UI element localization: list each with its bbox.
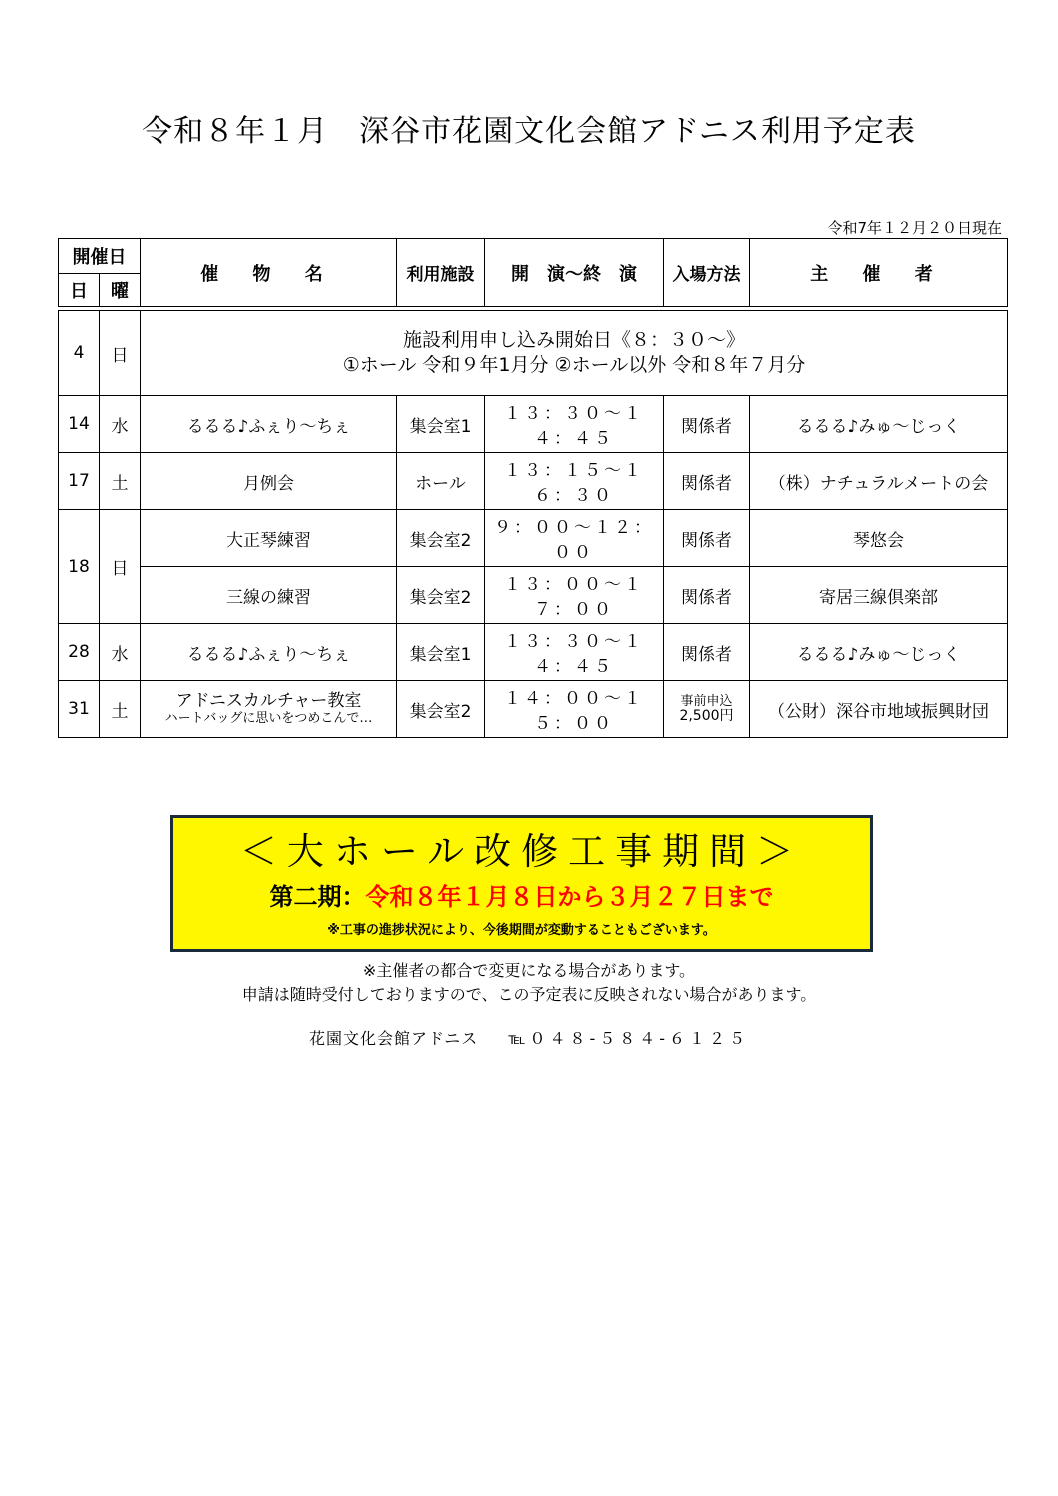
cell-time: １３：３０～１４：４５ [485, 624, 664, 681]
cell-facility: 集会室2 [397, 567, 485, 624]
cell-time: ９：００～１２：００ [485, 510, 664, 567]
table-row [59, 396, 1008, 453]
banner-period-label: 第二期： [269, 883, 366, 911]
cell-event: 月例会 [141, 453, 397, 510]
phone-number: ℡０４８-５８４-６１２５ [508, 1029, 750, 1048]
cell-event [141, 681, 397, 738]
cell-organizer: るるる♪みゅ～じっく [750, 624, 1008, 681]
cell-time: １３：１５～１６：３０ [485, 453, 664, 510]
cell-organizer: （株）ナチュラルメートの会 [750, 453, 1008, 510]
cell-facility: 集会室1 [397, 396, 485, 453]
footer-note-2: 申請は随時受付しておりますので、この予定表に反映されない場合があります。 [241, 985, 817, 1004]
cell-facility: 集会室2 [397, 681, 485, 738]
banner-period-dates: 令和８年１月８日から３月２７日まで [365, 883, 774, 911]
notice-message [141, 311, 1008, 396]
header-organizer: 主 催 者 [750, 239, 1008, 307]
cell-weekday: 水 [100, 624, 141, 681]
banner-period [173, 882, 870, 912]
notice-day: 4 [59, 311, 100, 396]
notice-line-2: ①ホール 令和９年1月分 ②ホール以外 令和８年７月分 [342, 354, 806, 376]
cell-admission: 関係者 [664, 567, 750, 624]
header-event: 催 物 名 [141, 239, 397, 307]
header-date-group: 開催日 [59, 239, 141, 274]
notice-weekday: 日 [100, 311, 141, 396]
cell-time: １３：００～１７：００ [485, 567, 664, 624]
header-time: 開 演～終 演 [485, 239, 664, 307]
cell-event: るるる♪ふぇり～ちぇ [141, 396, 397, 453]
table-row [59, 681, 1008, 738]
cell-day: 18 [59, 510, 100, 624]
table-row [59, 510, 1008, 567]
cell-day: 14 [59, 396, 100, 453]
venue-name: 花園文化会館アドニス [308, 1029, 479, 1048]
header-weekday: 曜 [100, 274, 141, 307]
cell-weekday: 土 [100, 681, 141, 738]
footer-contact [0, 1026, 1058, 1049]
notice-row [59, 311, 1008, 396]
admission-fee: 2,500円 [679, 708, 734, 724]
cell-facility: 集会室1 [397, 624, 485, 681]
notice-line-1: 施設利用申し込み開始日《８：３０～》 [402, 329, 745, 351]
cell-organizer: （公財）深谷市地域振興財団 [750, 681, 1008, 738]
cell-time: １４：００～１５：００ [485, 681, 664, 738]
cell-admission: 関係者 [664, 396, 750, 453]
schedule-table [58, 238, 1008, 738]
cell-facility: ホール [397, 453, 485, 510]
cell-admission: 関係者 [664, 624, 750, 681]
cell-time: １３：３０～１４：４５ [485, 396, 664, 453]
event-title: アドニスカルチャー教室 [175, 691, 362, 711]
cell-day: 17 [59, 453, 100, 510]
table-row [59, 567, 1008, 624]
header-day: 日 [59, 274, 100, 307]
cell-day: 28 [59, 624, 100, 681]
page-title: 令和８年１月 深谷市花園文化会館アドニス利用予定表 [142, 114, 916, 149]
cell-organizer: 寄居三線倶楽部 [750, 567, 1008, 624]
cell-admission: 関係者 [664, 453, 750, 510]
admission-label: 事前申込 [680, 694, 733, 709]
cell-facility: 集会室2 [397, 510, 485, 567]
banner-heading: ＜大ホール改修工事期間＞ [239, 830, 804, 873]
header-admission: 入場方法 [664, 239, 750, 307]
event-subtitle: ハートバッグに思いをつめこんで… [164, 711, 373, 726]
cell-weekday: 水 [100, 396, 141, 453]
cell-organizer: 琴悠会 [750, 510, 1008, 567]
table-row [59, 624, 1008, 681]
header-facility: 利用施設 [397, 239, 485, 307]
cell-day: 31 [59, 681, 100, 738]
cell-weekday: 土 [100, 453, 141, 510]
as-of-date: 令和7年１２月２０日現在 [827, 219, 1002, 237]
cell-event: 三線の練習 [141, 567, 397, 624]
cell-event: 大正琴練習 [141, 510, 397, 567]
cell-admission: 関係者 [664, 510, 750, 567]
banner-note: ※工事の進捗状況により、今後期間が変動することもございます。 [327, 923, 716, 938]
cell-weekday: 日 [100, 510, 141, 624]
cell-organizer: るるる♪みゅ～じっく [750, 396, 1008, 453]
table-row [59, 453, 1008, 510]
cell-admission [664, 681, 750, 738]
cell-event: るるる♪ふぇり～ちぇ [141, 624, 397, 681]
renovation-banner [170, 815, 873, 952]
header-row [59, 239, 1008, 274]
footer-note-1: ※主催者の都合で変更になる場合があります。 [362, 961, 696, 980]
